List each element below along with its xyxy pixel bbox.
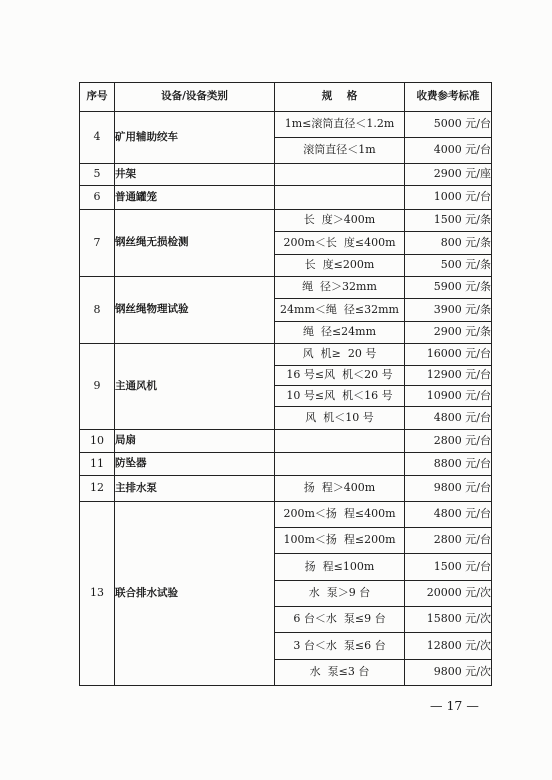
cell-fee: 1000 元/台	[405, 186, 492, 210]
table-row	[80, 112, 492, 138]
cell-spec: 16 号≤风 机＜20 号	[275, 366, 405, 386]
cell-no: 6	[80, 186, 115, 210]
table-row	[80, 210, 492, 232]
page-number: — 17 —	[430, 698, 479, 713]
cell-fee: 2800 元/台	[405, 528, 492, 554]
cell-spec: 滚筒直径＜1m	[275, 138, 405, 164]
cell-spec: 风 机＜10 号	[275, 407, 405, 430]
cell-spec: 长 度＞400m	[275, 210, 405, 232]
cell-no: 9	[80, 344, 115, 430]
cell-no: 5	[80, 164, 115, 186]
cell-fee: 20000 元/次	[405, 581, 492, 607]
fee-standard-table	[79, 82, 492, 686]
cell-fee: 9800 元/台	[405, 476, 492, 502]
cell-spec	[275, 453, 405, 476]
cell-spec: 绳 径＞32mm	[275, 277, 405, 299]
cell-spec: 10 号≤风 机＜16 号	[275, 386, 405, 407]
cell-no: 13	[80, 502, 115, 686]
cell-device-type: 局扇	[115, 430, 275, 453]
cell-no: 8	[80, 277, 115, 344]
table-row	[80, 502, 492, 528]
cell-spec: 24mm＜绳 径≤32mm	[275, 299, 405, 322]
cell-fee: 12900 元/台	[405, 366, 492, 386]
cell-device-type: 主通风机	[115, 344, 275, 430]
cell-no: 4	[80, 112, 115, 164]
cell-fee: 10900 元/台	[405, 386, 492, 407]
table-row	[80, 164, 492, 186]
cell-spec: 扬 程≤100m	[275, 554, 405, 581]
cell-spec: 200m＜长 度≤400m	[275, 232, 405, 255]
cell-spec: 1m≤滚筒直径＜1.2m	[275, 112, 405, 138]
table-row	[80, 430, 492, 453]
cell-spec: 扬 程＞400m	[275, 476, 405, 502]
cell-fee: 16000 元/台	[405, 344, 492, 366]
cell-fee: 12800 元/次	[405, 633, 492, 660]
table-row	[80, 186, 492, 210]
cell-no: 7	[80, 210, 115, 277]
table-header-row	[80, 83, 492, 112]
cell-device-type: 钢丝绳物理试验	[115, 277, 275, 344]
cell-spec: 绳 径≤24mm	[275, 322, 405, 344]
cell-fee: 5900 元/条	[405, 277, 492, 299]
cell-fee: 4800 元/台	[405, 502, 492, 528]
table-row	[80, 277, 492, 299]
header-fee: 收费参考标准	[405, 83, 492, 112]
cell-fee: 800 元/条	[405, 232, 492, 255]
cell-spec: 200m＜扬 程≤400m	[275, 502, 405, 528]
cell-spec: 长 度≤200m	[275, 255, 405, 277]
cell-device-type: 井架	[115, 164, 275, 186]
cell-device-type: 联合排水试验	[115, 502, 275, 686]
cell-device-type: 钢丝绳无损检测	[115, 210, 275, 277]
cell-spec: 6 台＜水 泵≤9 台	[275, 607, 405, 633]
cell-fee: 15800 元/次	[405, 607, 492, 633]
cell-fee: 2900 元/条	[405, 322, 492, 344]
cell-spec	[275, 164, 405, 186]
cell-device-type: 普通罐笼	[115, 186, 275, 210]
cell-device-type: 防坠器	[115, 453, 275, 476]
header-device-type: 设备/设备类别	[115, 83, 275, 112]
table-body	[80, 112, 492, 686]
cell-device-type: 矿用辅助绞车	[115, 112, 275, 164]
cell-spec: 100m＜扬 程≤200m	[275, 528, 405, 554]
cell-fee: 500 元/条	[405, 255, 492, 277]
cell-fee: 9800 元/次	[405, 660, 492, 686]
cell-fee: 1500 元/条	[405, 210, 492, 232]
cell-spec: 风 机≥ 20 号	[275, 344, 405, 366]
cell-spec	[275, 430, 405, 453]
cell-fee: 4000 元/台	[405, 138, 492, 164]
cell-fee: 8800 元/台	[405, 453, 492, 476]
table-row	[80, 344, 492, 366]
cell-fee: 3900 元/条	[405, 299, 492, 322]
cell-fee: 1500 元/台	[405, 554, 492, 581]
cell-no: 12	[80, 476, 115, 502]
cell-device-type: 主排水泵	[115, 476, 275, 502]
header-no: 序号	[80, 83, 115, 112]
cell-no: 11	[80, 453, 115, 476]
cell-fee: 2900 元/座	[405, 164, 492, 186]
cell-spec: 3 台＜水 泵≤6 台	[275, 633, 405, 660]
header-spec: 规 格	[275, 83, 405, 112]
table-row	[80, 453, 492, 476]
cell-fee: 4800 元/台	[405, 407, 492, 430]
cell-fee: 5000 元/台	[405, 112, 492, 138]
table-row	[80, 476, 492, 502]
cell-spec: 水 泵＞9 台	[275, 581, 405, 607]
cell-no: 10	[80, 430, 115, 453]
cell-fee: 2800 元/台	[405, 430, 492, 453]
cell-spec	[275, 186, 405, 210]
cell-spec: 水 泵≤3 台	[275, 660, 405, 686]
